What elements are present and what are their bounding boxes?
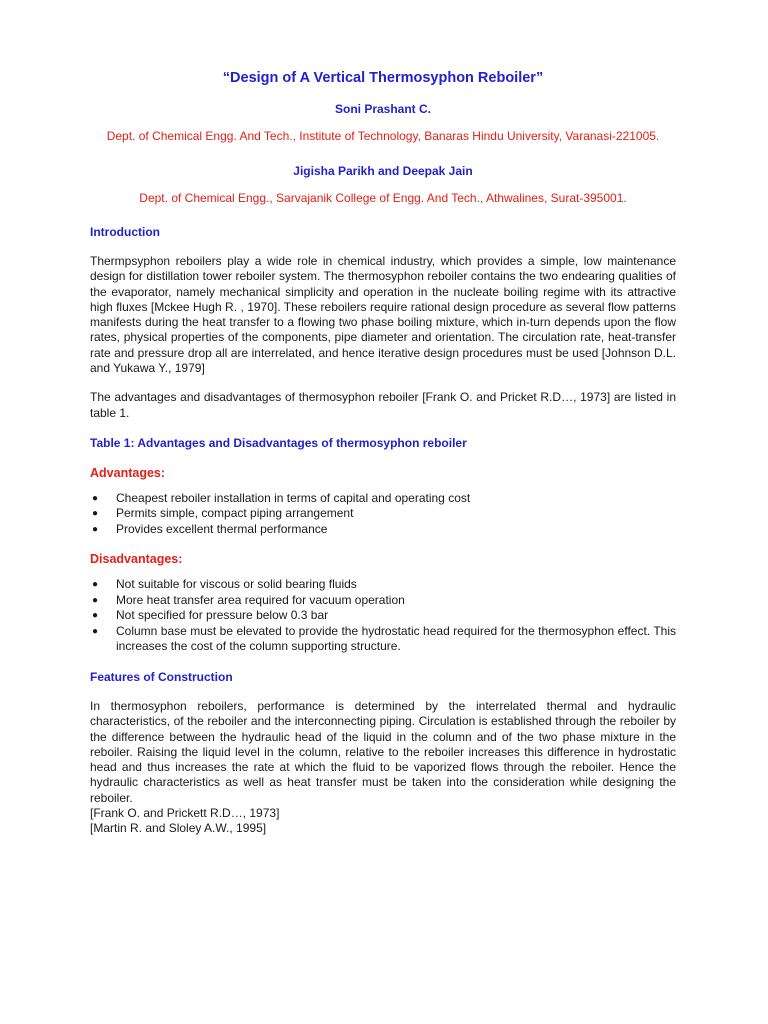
bullet-icon: ● (92, 610, 99, 622)
disadvantage-text: More heat transfer area required for vacuum operation (116, 592, 405, 607)
reference-item: [Martin R. and Sloley A.W., 1995] (90, 821, 267, 836)
bullet-icon: ● (92, 625, 99, 637)
list-item (90, 608, 676, 624)
introduction-heading: Introduction (90, 225, 160, 239)
paper-title: “Design of A Vertical Thermosyphon Reboiler” (222, 70, 544, 86)
reference-item: [Frank O. and Prickett R.D…, 1973] (90, 806, 280, 821)
disadvantage-text: Not suitable for viscous or solid bearing fluids (116, 577, 357, 592)
list-item (90, 522, 676, 538)
bullet-icon: ● (92, 523, 99, 535)
disadvantages-heading: Disadvantages: (90, 552, 183, 567)
author-primary: Soni Prashant C. (334, 102, 432, 116)
list-item (90, 593, 676, 609)
advantage-text: Permits simple, compact piping arrangement (116, 506, 354, 521)
affiliation-secondary: Dept. of Chemical Engg., Sarvajanik College of Engg. And Tech., Athwalines, Surat-395001. (139, 190, 627, 205)
list-item (90, 624, 676, 655)
disadvantage-text: Column base must be elevated to provide the hydrostatic head required for the thermosyphon effect. This increases the cost of the column supporting structure. (116, 623, 676, 654)
introduction-paragraph-2: The advantages and disadvantages of thermosyphon reboiler [Frank O. and Pricket R.D…, 1973] are listed in table 1. (90, 390, 676, 420)
advantages-heading: Advantages: (90, 465, 166, 480)
construction-paragraph: In thermosyphon reboilers, performance is determined by the interrelated thermal and hydraulic characteristics, of the reboiler and the interconnecting piping. Circulation is established through the reboiler by the difference between the hydraulic head of the liquid in the column and of the two phase mixture in the reboiler. Raising the liquid level in the column, relative to the reboiler increases this difference in hydrostatic head and thus increases the rate at which the fluid to be vaporized flows through the reboiler. Hence the hydraulic characteristics as well as heat transfer must be taken into the consideration while designing the reboiler. (90, 698, 676, 805)
bullet-icon: ● (92, 579, 99, 591)
bullet-icon: ● (92, 594, 99, 606)
list-item (90, 577, 676, 593)
advantage-text: Cheapest reboiler installation in terms of capital and operating cost (116, 490, 471, 505)
construction-heading: Features of Construction (90, 669, 233, 684)
author-secondary: Jigisha Parikh and Deepak Jain (293, 163, 473, 178)
affiliation-primary: Dept. of Chemical Engg. And Tech., Institute of Technology, Banaras Hindu University, Varanasi-221005. (106, 129, 660, 143)
list-item (90, 506, 676, 522)
disadvantage-text: Not specified for pressure below 0.3 bar (116, 608, 329, 623)
advantages-list (90, 491, 676, 538)
disadvantages-list (90, 577, 676, 655)
document-page (90, 68, 676, 837)
bullet-icon: ● (92, 508, 99, 520)
introduction-paragraph-1: Thermpsyphon reboilers play a wide role in chemical industry, which provides a simple, low maintenance design for distillation tower reboiler system. The thermosyphon reboiler contains the two endearing qualities of the evaporator, namely mechanical simplicity and operation in the nucleate boiling regime with its attractive high fluxes [Mckee Hugh R. , 1970]. These reboilers require rational design procedure as several flow patterns manifests during the heat transfer to a flowing two phase boiling mixture, which in-turn depends upon the flow rates, physical properties of the components, pipe diameter and orientation. The circulation rate, heat-transfer rate and pressure drop all are interrelated, and hence iterative design procedures must be used [Johnson D.L. and Yukawa Y., 1979] (90, 254, 676, 376)
bullet-icon: ● (92, 492, 99, 504)
list-item (90, 491, 676, 507)
references (90, 806, 676, 837)
advantage-text: Provides excellent thermal performance (116, 521, 328, 536)
table1-heading: Table 1: Advantages and Disadvantages of thermosyphon reboiler (90, 435, 467, 450)
